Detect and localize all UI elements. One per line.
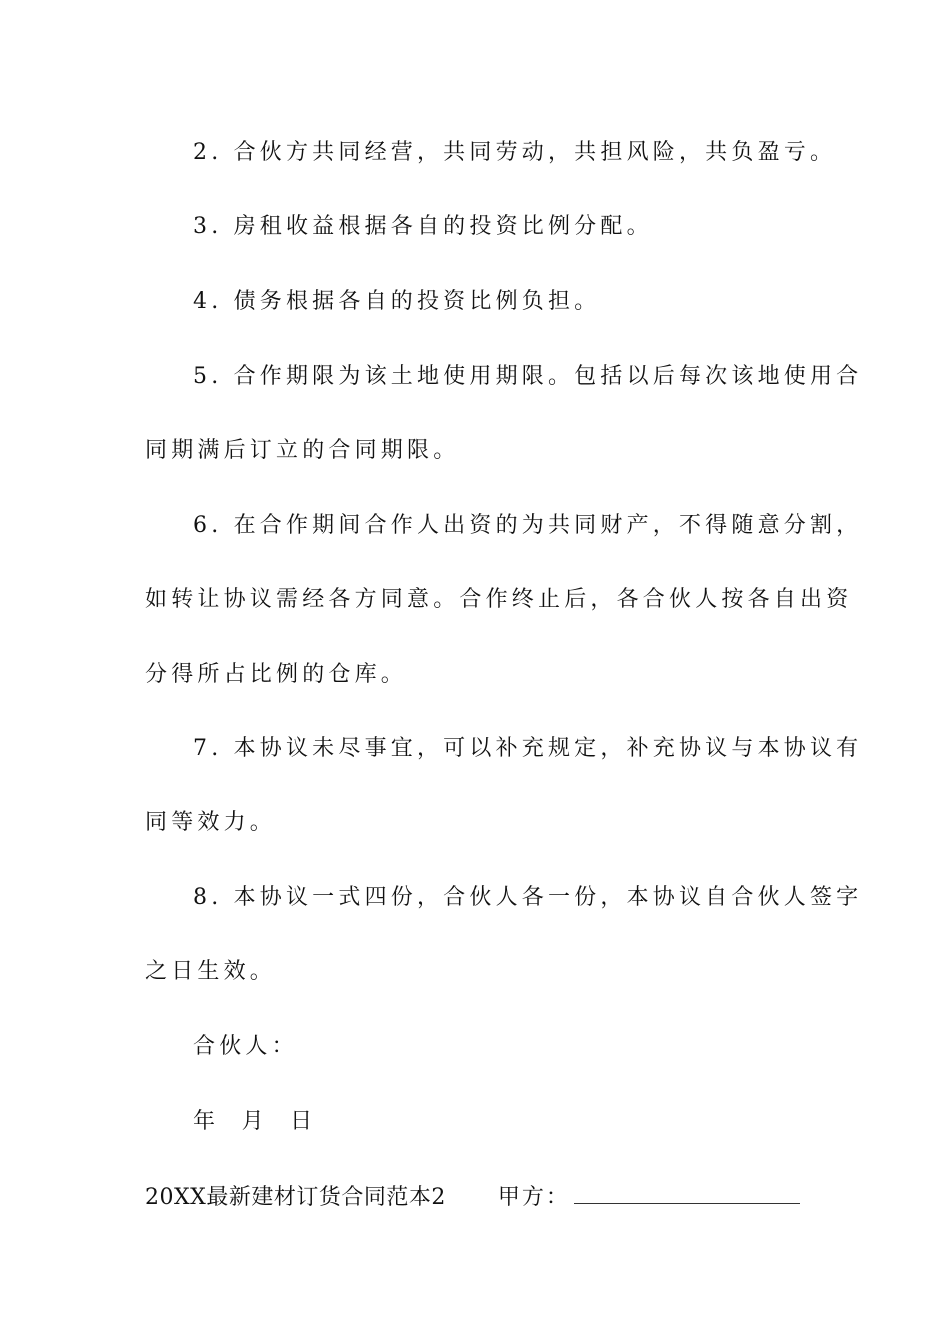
clause-6-line-1: 6. 在合作期间合作人出资的为共同财产，不得随意分割， [193, 513, 863, 538]
clause-6-line-3: 分得所占比例的仓库。 [145, 662, 408, 687]
clause-6-line-2: 如转让协议需经各方同意。合作终止后，各合伙人按各自出资 [145, 587, 853, 612]
clause-5-line-1: 5. 合作期限为该土地使用期限。包括以后每次该地使用合 [193, 364, 863, 389]
clause-7-line-1: 7. 本协议未尽事宜，可以补充规定，补充协议与本协议有 [193, 736, 863, 761]
clause-5-line-2: 同期满后订立的合同期限。 [145, 438, 460, 463]
date-label: 年 月 日 [193, 1109, 317, 1134]
clause-2: 2. 合伙方共同经营，共同劳动，共担风险，共负盈亏。 [193, 140, 837, 165]
next-contract-header [145, 1181, 810, 1213]
clause-8-line-2: 之日生效。 [145, 959, 277, 984]
party-a-blank-field[interactable] [574, 1181, 800, 1204]
partner-signature-label: 合伙人： [193, 1034, 298, 1059]
clause-3: 3. 房租收益根据各自的投资比例分配。 [193, 214, 653, 239]
clause-7-line-2: 同等效力。 [145, 810, 277, 835]
contract-title: 20XX最新建材订货合同范本2 [145, 1185, 446, 1210]
clause-8-line-1: 8. 本协议一式四份，合伙人各一份，本协议自合伙人签字 [193, 885, 863, 910]
party-a-label: 甲方： [497, 1185, 570, 1210]
clause-4: 4. 债务根据各自的投资比例负担。 [193, 289, 601, 314]
